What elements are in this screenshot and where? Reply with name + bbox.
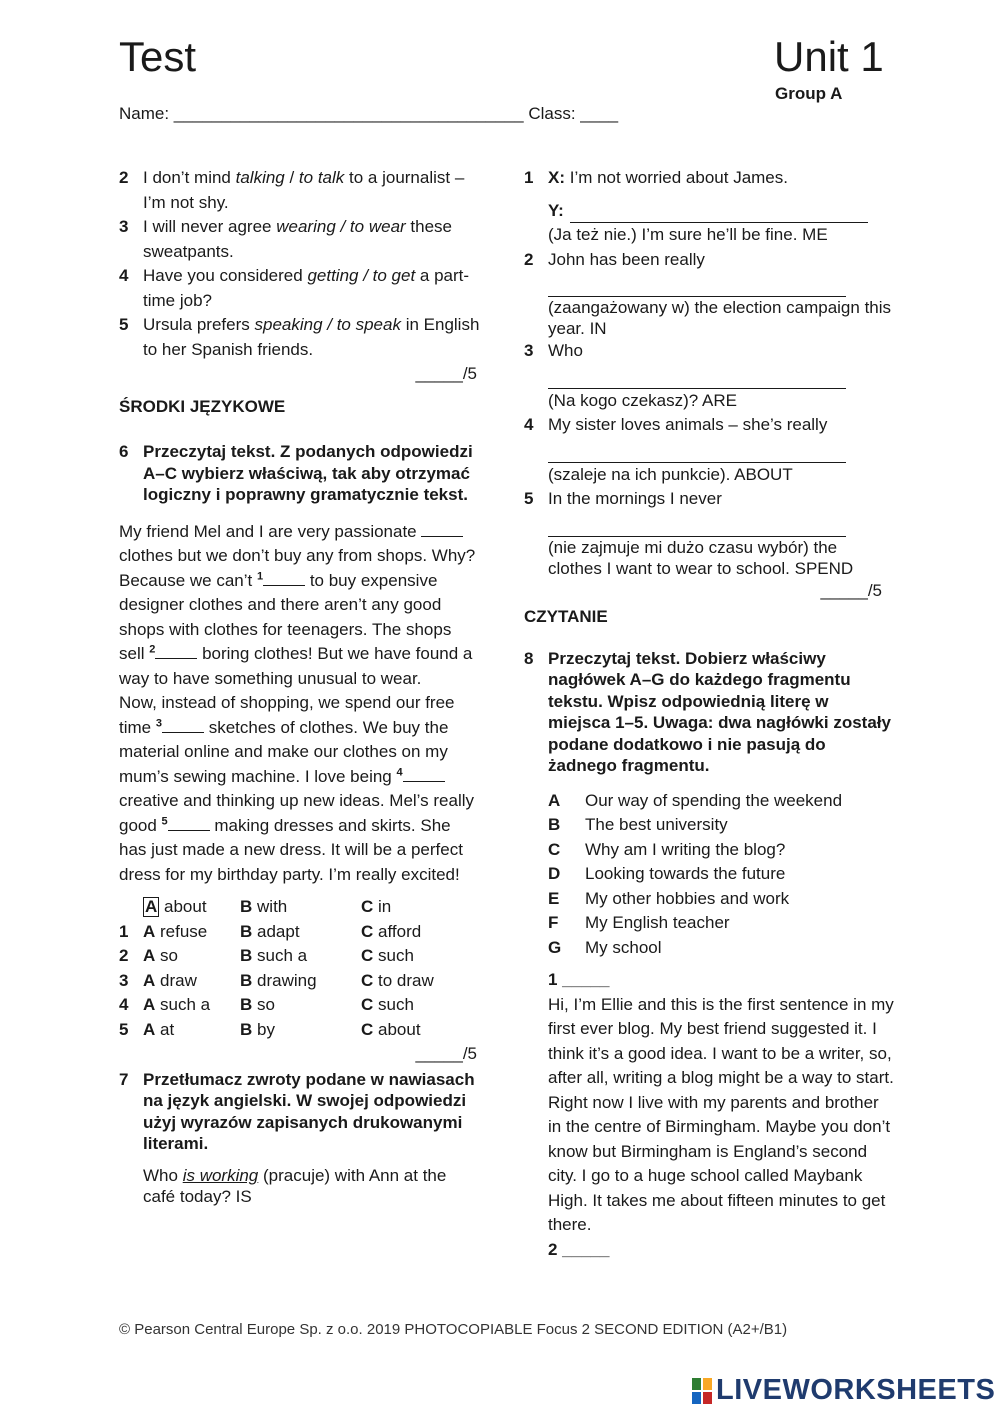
hint-text: (zaangażowany w) the election campaign this year. IN [548, 298, 892, 338]
unit-title: Unit 1 [774, 33, 884, 80]
group-label: Group A [775, 84, 843, 103]
passage-paragraph: Now, instead of shopping, we spend our free time $^3$ sketches of clothes. We buy the material online and make our clothes on my mum’s sewing machine. I love being $^4$ creative and thinking up new ideas. Mel’s really good $^5$ making dresses and skirts. She has just made a new dress. It will be a perfect dress for my birthday party. I’m really excited! [119, 693, 474, 884]
translation-item: 4 My sister loves animals – she’s really [524, 415, 828, 434]
answer-line[interactable] [570, 204, 868, 223]
answer-line[interactable] [548, 370, 846, 389]
task-instruction: 6 Przeczytaj tekst. Z podanych odpowiedzi A–C wybierz właściwą, tak aby otrzymać logiczny i poprawny gramatycznie tekst. [119, 442, 473, 504]
fragment-answer-1[interactable]: 1 _____ [548, 970, 610, 989]
task-instruction: 7 Przetłumacz zwroty podane w nawiasach na język angielski. W swojej odpowiedzi użyj wyrazów zapisanych drukowanymi literami. [119, 1069, 475, 1153]
example-gap[interactable] [421, 522, 463, 537]
gap-5[interactable] [168, 816, 210, 831]
answer-line[interactable] [548, 518, 846, 537]
copyright-footer: © Pearson Central Europe Sp. z o.o. 2019 PHOTOCOPIABLE Focus 2 SECOND EDITION (A2+/B1) [119, 1321, 788, 1338]
exercise-item: 2 I don’t mind talking / to talk to a journalist – I’m not shy. [119, 168, 465, 212]
hint-text: (Ja też nie.) I’m sure he’ll be fine. ME [548, 225, 828, 244]
heading-option: B The best university [548, 815, 728, 834]
hint-text: (szaleje na ich punkcie). ABOUT [548, 464, 793, 484]
fragment-text: Hi, I’m Ellie and this is the first sentence in my first ever blog. My best friend suggested it. I think it’s a good idea. I want to be a writer, so, after all, writing a blog might be a way to start. Right now I live with my parents and brother in the centre of Birmingham. Maybe you don’t know but Birmingham is England’s second city. I go to a huge school called Maybank High. It takes me about fifteen minutes to get there. [548, 994, 894, 1234]
answer-line[interactable] [548, 444, 846, 463]
section-heading: CZYTANIE [524, 607, 608, 626]
liveworksheets-icon [692, 1378, 712, 1404]
section-heading: ŚRODKI JĘZYKOWE [119, 396, 286, 416]
score-box[interactable]: _____/5 [415, 364, 477, 383]
heading-option: E My other hobbies and work [548, 888, 790, 908]
example-answer-box: A [145, 897, 158, 916]
translation-item: 3 Who [524, 341, 583, 360]
heading-option: C Why am I writing the blog? [548, 839, 786, 859]
gap-1[interactable] [263, 571, 305, 586]
exercise-item: 4 Have you considered getting / to get a part-time job? [119, 266, 470, 310]
option-row: 3 A draw B drawing C to draw [119, 970, 434, 990]
heading-option: A Our way of spending the weekend [548, 790, 843, 810]
score-box[interactable]: _____/5 [820, 580, 882, 600]
name-class-line: Name: _____________________________________ Class: ____ [119, 104, 619, 123]
option-row: 5 A at B by C about [119, 1019, 421, 1039]
answer-row: Y: [524, 199, 894, 224]
options-table [119, 895, 434, 1042]
translation-item: 5 In the mornings I never [524, 489, 722, 508]
left-column [119, 166, 481, 1208]
example-sentence: Who is working (pracuje) with Ann at the café today? IS [143, 1165, 447, 1206]
option-row: 4 A such a B so C such [119, 995, 414, 1014]
option-row: 2 A so B such a C such [119, 946, 414, 965]
hint-text: (nie zajmuje mi dużo czasu wybór) the clothes I want to wear to school. SPEND [548, 537, 854, 578]
gap-3[interactable] [162, 718, 204, 733]
answer-line[interactable] [548, 278, 846, 297]
heading-option: G My school [548, 937, 662, 957]
headings-list [524, 789, 894, 961]
hint-text: (Na kogo czekasz)? ARE [548, 390, 737, 410]
translation-item: 1 X: I’m not worried about James. [524, 168, 788, 187]
heading-option: F My English teacher [548, 913, 730, 932]
option-row: 1 A refuse B adapt C afford [119, 921, 422, 941]
gap-4[interactable] [403, 767, 445, 782]
heading-option: D Looking towards the future [548, 864, 786, 883]
exercise-item: 5 Ursula prefers speaking / to speak in English to her Spanish friends. [119, 315, 480, 359]
option-row: A about B with C in [145, 897, 392, 916]
right-column [524, 166, 894, 1262]
passage-paragraph: My friend Mel and I are very passionate clothes but we don’t buy any from shops. Why? Because we can’t $^1$ to buy expensive designer clothes and there aren’t any good shops with clothes for teenagers. The shops sell $^2$ boring clothes! But we have found a way to have something unusual to wear. [119, 521, 476, 688]
liveworksheets-logo[interactable]: LIVEWORKSHEETS [692, 1374, 995, 1407]
exercise-item: 3 I will never agree wearing / to wear these sweatpants. [119, 217, 452, 261]
page-title: Test [119, 33, 197, 80]
translation-item: 2 John has been really [524, 249, 705, 269]
fragment-answer-2[interactable]: 2 _____ [548, 1239, 610, 1259]
gap-2[interactable] [155, 644, 197, 659]
task-instruction: 8 Przeczytaj tekst. Dobierz właściwy nagłówek A–G do każdego fragmentu tekstu. Wpisz odpowiednią literę w miejsca 1–5. Uwaga: dwa nagłówki zostały podane dodatkowo i nie pasują do żadnego fragmentu. [524, 648, 891, 775]
score-box[interactable]: _____/5 [415, 1044, 477, 1063]
